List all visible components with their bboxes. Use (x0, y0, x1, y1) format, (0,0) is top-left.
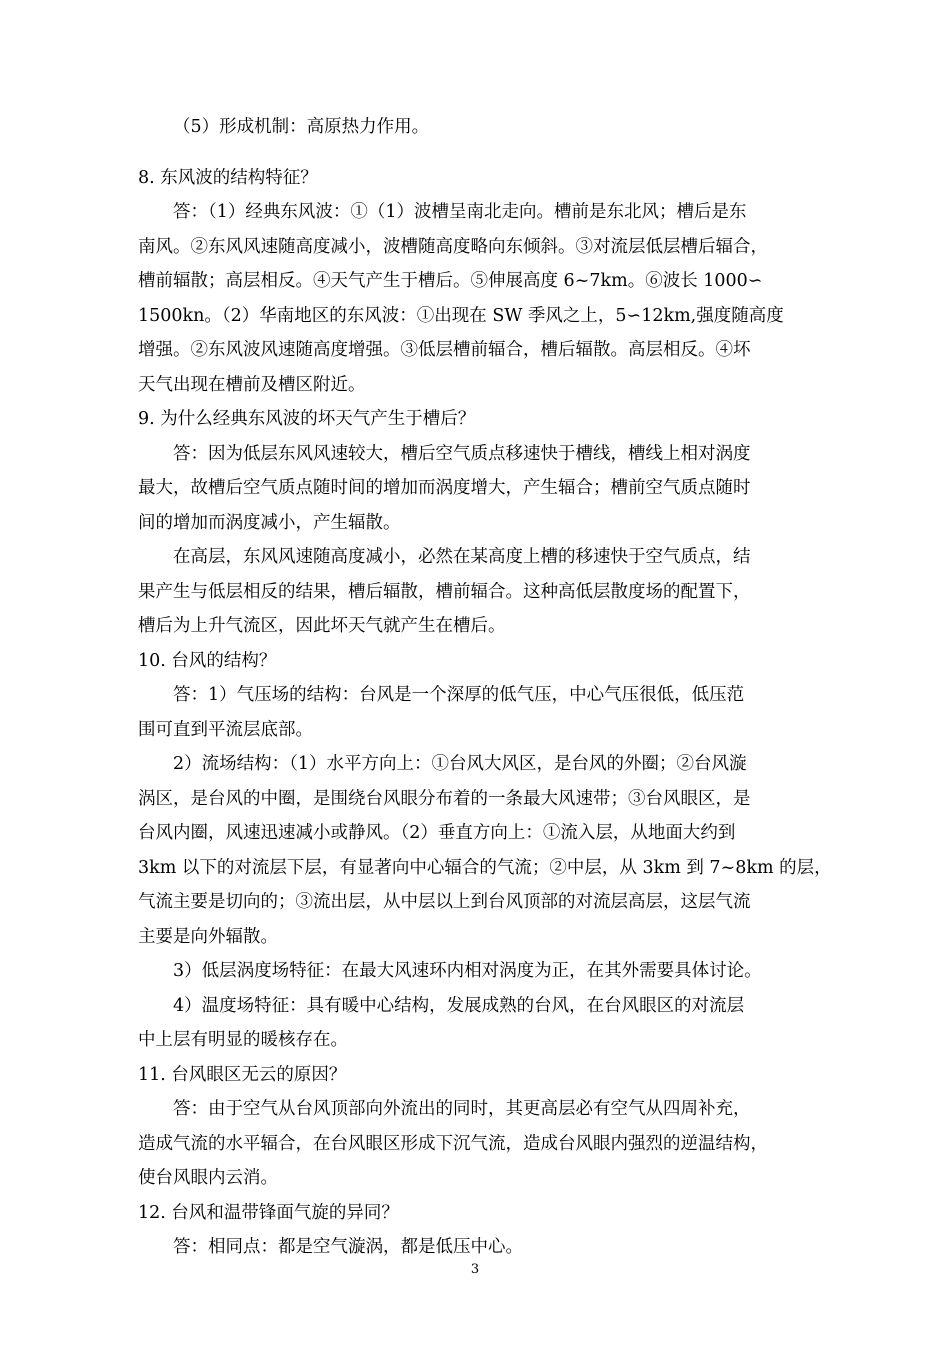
text-line: 答：相同点：都是空气漩涡，都是低压中心。 (173, 1237, 523, 1257)
text-line: 台风内圈，风速迅速减小或静风。（2）垂直方向上：①流入层，从地面大约到 (138, 823, 736, 843)
text-line: 中上层有明显的暖核存在。 (138, 1030, 348, 1050)
text-line: 使台风眼内云消。 (138, 1168, 278, 1188)
text-line: 3km 以下的对流层下层，有显著向中心辐合的气流；②中层，从 3km 到 7~8km 的层， (138, 857, 832, 878)
text-line: 气流主要是切向的；③流出层，从中层以上到台风顶部的对流层高层，这层气流 (138, 892, 751, 912)
text-line: 4）温度场特征：具有暖中心结构，发展成熟的台风，在台风眼区的对流层 (173, 995, 745, 1016)
text-line: 槽后为上升气流区，因此坏天气就产生在槽后。 (138, 616, 506, 636)
question-heading: 10. 台风的结构？ (138, 650, 277, 671)
text-line: 2）流场结构：（1）水平方向上：①台风大风区，是台风的外圈；②台风漩 (173, 754, 747, 774)
paragraph-gap (138, 145, 816, 161)
text-line: 答：由于空气从台风顶部向外流出的同时，其更高层必有空气从四周补充， (173, 1099, 751, 1119)
text-line: （5）形成机制：高原热力作用。 (173, 117, 430, 137)
question-heading: 11. 台风眼区无云的原因？ (138, 1064, 347, 1085)
text-line: 槽前辐散；高层相反。④天气产生于槽后。⑤伸展高度 6~7km。⑥波长 1000∽ (138, 271, 763, 291)
text-line: 造成气流的水平辐合，在台风眼区形成下沉气流，造成台风眼内强烈的逆温结构， (138, 1133, 768, 1154)
text-line: 答：1）气压场的结构：台风是一个深厚的低气压，中心气压很低，低压范 (173, 685, 745, 705)
text-line: 天气出现在槽前及槽区附近。 (138, 374, 366, 395)
question-heading: 8. 东风波的结构特征？ (138, 167, 318, 188)
text-line: 在高层，东风风速随高度减小，必然在某高度上槽的移速快于空气质点，结 (173, 547, 751, 567)
text-line: 答：（1）经典东风波：①（1）波槽呈南北走向。槽前是东北风；槽后是东 (173, 202, 747, 222)
text-line: 涡区，是台风的中圈，是围绕台风眼分布着的一条最大风速带；③台风眼区，是 (138, 788, 751, 809)
text-line: 答：因为低层东风风速较大，槽后空气质点移速快于槽线，槽线上相对涡度 (173, 443, 751, 464)
question-heading: 12. 台风和温带锋面气旋的异同？ (138, 1202, 399, 1223)
page-number: 3 (470, 1262, 480, 1277)
text-line: 增强。②东风波风速随高度增强。③低层槽前辐合，槽后辐散。高层相反。④坏 (138, 340, 751, 360)
document-body (138, 110, 832, 1265)
text-line: 果产生与低层相反的结果，槽后辐散，槽前辐合。这种高低层散度场的配置下， (138, 581, 751, 602)
text-line: 主要是向外辐散。 (138, 926, 278, 947)
text-line: 围可直到平流层底部。 (138, 719, 313, 740)
question-heading: 9. 为什么经典东风波的坏天气产生于槽后？ (138, 409, 476, 429)
text-line: 间的增加而涡度减小，产生辐散。 (138, 512, 401, 533)
text-line: 1500kn。（2）华南地区的东风波：①出现在 SW 季风之上，5∽12km,强度随高度 (138, 305, 784, 326)
text-line: 最大，故槽后空气质点随时间的增加而涡度增大，产生辐合；槽前空气质点随时 (138, 478, 751, 498)
text-line: 南风。②东风风速随高度减小，波槽随高度略向东倾斜。③对流层低层槽后辐合， (138, 236, 768, 257)
text-line: 3）低层涡度场特征：在最大风速环内相对涡度为正，在其外需要具体讨论。 (173, 961, 762, 981)
